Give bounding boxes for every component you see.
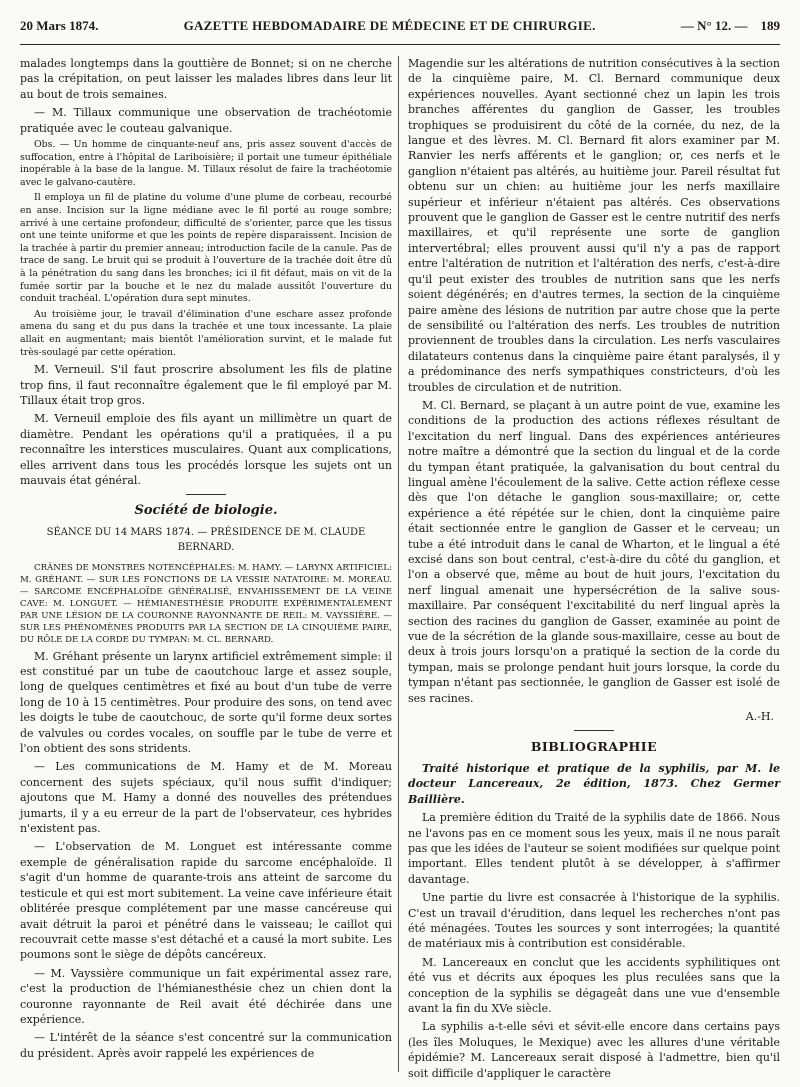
author-signature: A.-H. xyxy=(745,710,774,724)
paragraph: — L'observation de M. Longuet est intéressante comme exemple de généralisation rapide du sarcome encéphaloïde. Il s'agit d'un homme de quarante-trois ans atteint de sarcome du testicule et qui est mort subitement. La veine cave inférieure était oblitérée presque complétement par une masse cancéreuse qui avait détruit la paroi et pénétré dans le vaisseau; le caillot qui recouvrait cette masse s'est détaché et a causé la mort subite. Les poumons sont le siège de dépôts cancéreux. xyxy=(20,840,392,962)
left-column xyxy=(20,56,392,1072)
paragraph: M. Lancereaux en conclut que les accidents syphilitiques ont été vus et décrits aux époques les plus reculées sans que la conception de la syphilis se dégageât dans une vue d'ensemble avant la fin du XVe siècle. xyxy=(408,955,780,1015)
paragraph: Une partie du livre est consacrée à l'historique de la syphilis. C'est un travail d'érudition, dans lequel les recherches n'ont pas été ménagées. Toutes les sources y sont interrogées; la quantité de matériaux mis à contribution est considérable. xyxy=(408,891,780,951)
paragraph: La syphilis a-t-elle sévi et sévit-elle encore dans certains pays (les îles Moluques, le Mexique) avec les allures d'une véritable épidémie? M. Lancereaux serait disposé à l'admettre, bien qu'il soit difficile d'appliquer le caractère xyxy=(408,1020,780,1080)
header-date: 20 Mars 1874. xyxy=(20,18,99,33)
column-divider xyxy=(398,56,399,1072)
paragraph: M. Cl. Bernard, se plaçant à un autre point de vue, examine les conditions de la production des actions réflexes résultant de l'excitation du nerf lingual. Dans des expériences antérieures notre maître a démontré que la section du lingual et de la corde du tympan étant pratiquée, la galvanisation du bout central du lingual amène l'écoulement de la salive. Cette action réflexe cesse dès que l'on détache le ganglion sous-maxillaire; or, cette expérience a été répétée sur le chien, dont la cinquième paire était sectionnée entre le ganglion de Gasser et le cerveau; un tube a été introduit dans le canal de Wharton, et le lingual a été excisé dans son bout central, c'est-à-dire du côté du ganglion, et l'on a observé que, même au bout de huit jours, l'excitation du nerf lingual amenait une hypersécrétion de la salive sous-maxillaire. Par conséquent l'excitabilité du nerf lingual après la section des racines du ganglion de Gasser, examinée au point de vue de la sécrétion de la glande sous-maxillaire, cesse au bout de deux à trois jours lorsqu'on a pratiqué la section de la corde du tympan, mais se prolonge pendant huit jours lorsque, la corde du tympan n'étant pas sectionnée, le ganglion de Gasser est isolé de ses racines. xyxy=(408,398,780,705)
session-summary: CRÂNES DE MONSTRES NOTENCÉPHALES: M. HAMY. — LARYNX ARTIFICIEL: M. GRÉHANT. — SUR LES FONCTIONS DE LA VESSIE NATATOIRE: M. MOREAU. — SARCOME ENCÉPHALOÏDE GÉNÉRALISÉ, ENVAHISSEMENT DE LA VEINE CAVE: M. LONGUET. — HÉMIANESTHÉSIE PRODUITE EXPÉRIMENTALEMENT PAR UNE LÉSION DE LA COURONNE RAYONNANTE DE REIL: M. VAYSSIÈRE. — SUR LES PHÉNOMÈNES PRODUITS PAR LA SECTION DE LA CINQUIÈME PAIRE, DU RÔLE DE LA CORDE DU TYMPAN: M. CL. BERNARD. xyxy=(20,562,392,645)
paragraph: malades longtemps dans la gouttière de Bonnet; si on ne cherche pas la crépitation, on peut laisser les malades libres dans leur lit au bout de trois semaines. xyxy=(20,57,392,101)
paragraph: — M. Tillaux communique une observation de trachéotomie pratiquée avec le couteau galvanique. xyxy=(20,106,392,135)
header-number-page xyxy=(681,18,780,34)
right-column xyxy=(408,56,780,1080)
session-heading: SÉANCE DU 14 MARS 1874. — PRÉSIDENCE DE M. CLAUDE BERNARD. xyxy=(46,526,366,554)
paragraph: — Les communications de M. Hamy et de M. Moreau concernent des sujets spéciaux, qu'il nous suffit d'indiquer; ajoutons que M. Hamy a donné des nouvelles des prétendues jumarts, il y a eu erreur de la part de l'observateur, ces hybrides n'existent pas. xyxy=(20,760,392,836)
page-number: 189 xyxy=(760,18,780,33)
paragraph: La première édition du Traité de la syphilis date de 1866. Nous ne l'avons pas en ce moment sous les yeux, mais il ne nous paraît pas que les idées de l'auteur se soient modifiées sur quelque point important. Elles tendent plutôt à se développer, à s'affirmer davantage. xyxy=(408,811,780,886)
observation-text: Au troisième jour, le travail d'élimination d'une eschare assez profonde amena du sang et du pus dans la trachée et une toux incessante. La plaie allait en augmentant; mais bientôt l'amélioration survint, et le malade fut très-soulagé par cette opération. xyxy=(20,308,392,358)
observation-text: Obs. — Un homme de cinquante-neuf ans, pris assez souvent d'accès de suffocation, entre à l'hôpital de Lariboisière; il portait une tumeur épithéliale inopérable à la base de la langue. M. Tillaux résolut de faire la trachéotomie avec le galvano-cautère. xyxy=(20,139,392,188)
book-reference: Traité historique et pratique de la syphilis, par M. le docteur Lancereaux, 2e édition, 1873. Chez Germer Baillière. xyxy=(408,761,780,806)
section-separator xyxy=(574,730,614,731)
paragraph: — L'intérêt de la séance s'est concentré sur la communication du président. Après avoir rappelé les expériences de xyxy=(20,1031,392,1060)
bibliography-title: BIBLIOGRAPHIE xyxy=(530,739,658,755)
paragraph: — M. Vayssière communique un fait expérimental assez rare, c'est la production de l'hémianesthésie chez un chien dont la couronne rayonnante de Reil avait été déchirée dans une expérience. xyxy=(20,966,392,1026)
section-title: Société de biologie. xyxy=(134,503,278,519)
paragraph: M. Verneuil emploie des fils ayant un millimètre un quart de diamètre. Pendant les opérations qu'il a pratiquées, il a pu reconnaître les interstices musculaires. Quant aux complications, elles arrivent dans tous les procédés lorsque les sujets ont un mauvais état général. xyxy=(20,412,392,487)
paragraph: Magendie sur les altérations de nutrition consécutives à la section de la cinquième paire, M. Cl. Bernard communique deux expériences nouvelles. Ayant sectionné chez un lapin les trois branches afférentes du ganglion de Gasser, les troubles trophiques se produisirent du côté de la cornée, du nez, de la langue et des lèvres. M. Cl. Bernard fit alors examiner par M. Ranvier les nerfs afférents et le ganglion; or, ces nerfs et le ganglion n'étaient pas altérés, au huitième jour. Pareil résultat fut obtenu sur un chien: au huitième jour les nerfs maxillaire supérieur et inférieur n'étaient pas altérés. Ces observations prouvent que le ganglion de Gasser est le centre nutritif des nerfs maxillaires, et qu'il représente une sorte de ganglion intervertébral; elles prouvent aussi qu'il n'y a pas de rapport entre l'altération de nutrition et l'altération des nerfs, c'est-à-dire qu'il peut exister des troubles de nutrition sans que les nerfs soient dégénérés; en d'autres termes, la section de la cinquième paire amène des lésions de nutrition par autre chose que la perte de sensibilité ou l'altération des nerfs. Les troubles de nutrition proviennent de troubles dans la circulation. Les nerfs vasculaires dilatateurs contenus dans la cinquième paire étant paralysés, il y a prédominance des nerfs sympathiques constricteurs, d'où les troubles de circulation et de nutrition. xyxy=(408,57,780,394)
paragraph: M. Verneuil. S'il faut proscrire absolument les fils de platine trop fins, il faut reconnaître également que le fil employé par M. Tillaux était trop gros. xyxy=(20,363,392,407)
header-rule xyxy=(20,44,780,45)
observation-text: Il employa un fil de platine du volume d'une plume de corbeau, recourbé en anse. Incision sur la ligne médiane avec le fil porté au rouge sombre; arrivé à une certaine profondeur, difficulté de s'orienter, parce que les tissus ont une teinte uniforme et que les points de repère disparaissent. Incision de la trachée à partir du premier anneau; introduction facile de la canule. Pas de trace de sang. Le bruit qui se produit à l'ouverture de la trachée doit être dû à la pénétration du sang dans les bronches; ici il fit défaut, mais on vit de la fumée sortir par la bouche et le nez du malade aussitôt l'ouverture du conduit trachéal. L'opération dura sept minutes. xyxy=(20,192,392,305)
page-header xyxy=(20,18,780,44)
journal-title: GAZETTE HEBDOMADAIRE DE MÉDECINE ET DE CHIRURGIE. xyxy=(183,18,596,33)
section-separator xyxy=(186,494,226,495)
issue-number: — N° 12. — xyxy=(680,18,748,33)
paragraph: M. Gréhant présente un larynx artificiel extrêmement simple: il est constitué par un tube de caoutchouc large et assez souple, long de quelques centimètres et fixé au bout d'un tube de verre long de 10 à 15 centimètres. Pour produire des sons, on tend avec les doigts le tube de caoutchouc, de sorte qu'il forme deux sortes de valvules ou cordes vocales, on souffle par le tube de verre et l'on obtient des sons stridents. xyxy=(20,649,392,756)
